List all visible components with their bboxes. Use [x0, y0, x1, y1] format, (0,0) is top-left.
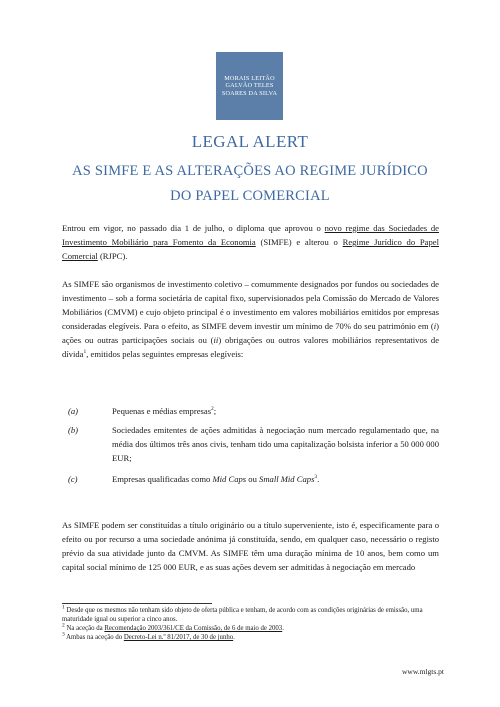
footnote-text: . [233, 634, 235, 641]
footnote-3 [62, 631, 442, 643]
footnote-text: Ambas na aceção do [64, 634, 124, 641]
constitution-text: As SIMFE podem ser constituídas a título originário ou a título superveniente, isto é, especificamente para o efeito ou por recurso a uma sociedade anónima já constituída, sendo, em qualquer caso, necessário o registo prévio da sua atividade junto da CMVM. As SIMFE têm uma duração mínima de 10 anos, bem como um capital social mínimo de 125 000 EUR, e as suas ações devem ser admitidas à negociação em mercado [62, 520, 439, 572]
intro-text-c: (RJPC). [97, 251, 128, 261]
roman-i: i [433, 321, 437, 331]
footnote-ref-3[interactable]: 3 [314, 474, 318, 481]
simfe-definition-paragraph [62, 277, 439, 361]
small-mid-caps-term: Small Mid Caps [259, 474, 315, 484]
logo-line-2: GALVÃO TELES [225, 82, 274, 90]
list-item-text-b: ou [246, 474, 260, 484]
list-item-label: (c) [68, 474, 78, 484]
list-item [62, 423, 439, 465]
footnote-divider [62, 603, 212, 604]
footnote-number: 2 [62, 622, 65, 629]
mid-caps-term: Mid Caps [212, 474, 247, 484]
list-item-text-a: Pequenas e médias empresas [112, 406, 212, 416]
roman-ii: ii [213, 335, 219, 345]
list-item-text: Pequenas e médias empresas$^2$; [112, 406, 217, 416]
definition-text-b: ) ações ou outras participações sociais ou ( [62, 321, 439, 345]
definition-text-d: , emitidos pelas seguintes empresas elegíveis: [86, 349, 244, 359]
footnote-1 [62, 604, 442, 624]
website-link[interactable]: www.mlgts.pt [402, 667, 445, 676]
list-item [62, 404, 439, 418]
logo-line-3: SOARES DA SILVA [221, 89, 278, 97]
footnote-ref-1[interactable]: 1 [83, 349, 87, 356]
recommendation-link[interactable]: Recomendação 2003/361/CE da Comissão, de 6 de maio de 2003 [104, 625, 283, 632]
list-item-label: (a) [68, 406, 79, 416]
footnote-text: Desde que os mesmos não tenham sido objeto de oferta pública e tenham, de acordo com as condições originárias de emissão, uma maturidade igual ou superior a cinco anos. [62, 607, 423, 623]
logo-line-1: MORAIS LEITÃO [224, 74, 275, 82]
intro-text-b: (SIMFE) e alterou o [255, 237, 343, 247]
rjpc-link[interactable]: Regime Jurídico do Papel Comercial [62, 237, 439, 261]
footnote-2 [62, 622, 442, 634]
list-item-text: Empresas qualificadas como Mid Caps ou Small Mid Caps$^3$. [112, 474, 320, 484]
simfe-regime-link[interactable]: novo regime das Sociedades de Investimento Mobiliário para Fomento da Economia [62, 223, 440, 247]
footnote-number: 1 [62, 604, 65, 611]
document-subtitle-line-2: DO PAPEL COMERCIAL [170, 188, 330, 204]
list-item-text-a: Empresas qualificadas como [112, 474, 213, 484]
definition-text-a: As SIMFE são organismos de investimento coletivo – comummente designados por fundos ou sociedades de investimento – sob a forma societária de capital fixo, supervisionados pela Comissão do Mercado de Valores Mobiliários (CMVM) e cujo objeto principal é o investimento em valores mobiliários emitidos por empresas consideradas elegíveis. Para o efeito, as SIMFE devem investir um mínimo de 70% do seu património em ( [62, 279, 439, 331]
list-item-text: Sociedades emitentes de ações admitidas à negociação num mercado regulamentado que, na média dos últimos três anos civis, tenham tido uma capitalização bolsista inferior a 50 000 000 EUR; [112, 425, 439, 463]
constitution-paragraph [62, 518, 439, 574]
firm-logo [216, 52, 283, 120]
intro-paragraph [62, 221, 439, 263]
intro-text-a: Entrou em vigor, no passado dia 1 de julho, o diploma que aprovou o [62, 223, 325, 233]
document-title: LEGAL ALERT [191, 132, 309, 151]
definition-text-c: ) obrigações ou outros valores mobiliários representativos de dívida [62, 335, 440, 359]
footnote-text: Na aceção da [64, 625, 105, 632]
footnote-ref-2[interactable]: 2 [211, 406, 214, 413]
document-subtitle-line-1: AS SIMFE E AS ALTERAÇÕES AO REGIME JURÍDICO [72, 163, 428, 179]
list-item [62, 472, 439, 486]
footnote-number: 3 [62, 631, 65, 638]
list-item-label: (b) [68, 425, 79, 435]
footnote-text: . [282, 625, 284, 632]
decree-law-link[interactable]: Decreto-Lei n.º 81/2017, de 30 de junho [123, 634, 234, 641]
